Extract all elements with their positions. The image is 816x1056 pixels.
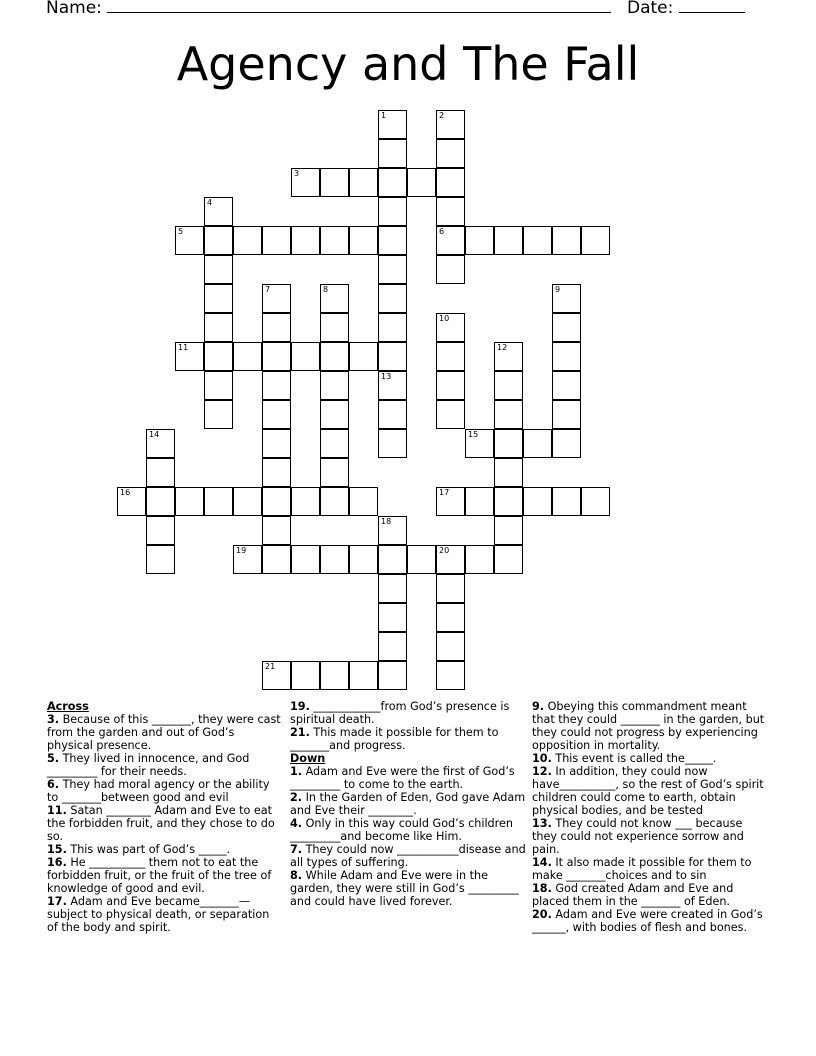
grid-cell[interactable]: [436, 110, 465, 139]
clue-item: [290, 700, 526, 726]
clue-item: [47, 804, 283, 843]
grid-cell[interactable]: [175, 487, 204, 516]
grid-cell[interactable]: [291, 168, 320, 197]
grid-cell[interactable]: [552, 429, 581, 458]
grid-cell[interactable]: [494, 516, 523, 545]
clue-item-number: 7.: [290, 843, 303, 856]
clue-item-text: While Adam and Eve were in the garden, they were still in God’s _________ and could have lived forever.: [290, 869, 519, 908]
clue-item-number: 12.: [532, 765, 552, 778]
grid-cell[interactable]: [552, 284, 581, 313]
grid-cell[interactable]: [204, 342, 233, 371]
clue-item-number: 10.: [532, 752, 552, 765]
grid-cell[interactable]: [436, 400, 465, 429]
grid-cell[interactable]: [117, 487, 146, 516]
grid-cell[interactable]: [204, 400, 233, 429]
clue-item: [47, 895, 283, 934]
grid-cell[interactable]: [436, 226, 465, 255]
grid-cell[interactable]: [146, 487, 175, 516]
grid-cell[interactable]: [436, 139, 465, 168]
grid-cell[interactable]: [320, 371, 349, 400]
grid-cell[interactable]: [552, 371, 581, 400]
clue-number: 15: [468, 430, 479, 439]
grid-cell[interactable]: [494, 342, 523, 371]
grid-cell[interactable]: [552, 226, 581, 255]
clue-item: [47, 752, 283, 778]
grid-cell[interactable]: [262, 458, 291, 487]
grid-cell[interactable]: [436, 603, 465, 632]
grid-cell[interactable]: [262, 313, 291, 342]
clue-item: [47, 713, 283, 752]
grid-cell[interactable]: [349, 226, 378, 255]
clue-item-text: They could now ___________disease and all types of suffering.: [290, 843, 526, 869]
grid-cell[interactable]: [262, 371, 291, 400]
grid-cell[interactable]: [494, 400, 523, 429]
grid-cell[interactable]: [465, 545, 494, 574]
clue-item-text: ____________from God’s presence is spiritual death.: [290, 700, 510, 726]
grid-cell[interactable]: [378, 226, 407, 255]
clue-item: [290, 843, 526, 869]
grid-cell[interactable]: [436, 197, 465, 226]
grid-cell[interactable]: [233, 487, 262, 516]
clue-number: 12: [497, 343, 508, 352]
grid-cell[interactable]: [204, 284, 233, 313]
grid-cell[interactable]: [552, 342, 581, 371]
clue-item-text: In addition, they could now have__________, so the rest of God’s spirit children could come to earth, obtain physical bodies, and be tested: [532, 765, 764, 817]
clue-number: 1: [381, 111, 387, 120]
grid-cell[interactable]: [262, 400, 291, 429]
grid-cell[interactable]: [262, 516, 291, 545]
grid-cell[interactable]: [436, 342, 465, 371]
grid-cell[interactable]: [494, 487, 523, 516]
grid-cell[interactable]: [233, 342, 262, 371]
grid-cell[interactable]: [262, 661, 291, 690]
across-heading: Across: [47, 700, 89, 713]
clue-item-text: Adam and Eve were created in God’s ______, with bodies of flesh and bones.: [532, 908, 763, 934]
clues-column-2: [290, 700, 526, 908]
grid-cell[interactable]: [204, 197, 233, 226]
clue-item-number: 20.: [532, 908, 552, 921]
clue-number: 5: [178, 227, 184, 236]
clue-number: 11: [178, 343, 189, 352]
clue-item-text: Adam and Eve became_______—subject to physical death, or separation of the body and spirit.: [47, 895, 270, 934]
grid-cell[interactable]: [291, 342, 320, 371]
grid-cell[interactable]: [320, 545, 349, 574]
grid-cell[interactable]: [436, 371, 465, 400]
clue-item-text: This event is called the_____.: [551, 752, 717, 765]
grid-cell[interactable]: [494, 371, 523, 400]
clue-item: [290, 869, 526, 908]
grid-cell[interactable]: [349, 342, 378, 371]
grid-cell[interactable]: [436, 632, 465, 661]
grid-cell[interactable]: [262, 429, 291, 458]
clue-item-number: 6.: [47, 778, 60, 791]
grid-cell[interactable]: [175, 226, 204, 255]
grid-cell[interactable]: [349, 661, 378, 690]
grid-cell[interactable]: [320, 168, 349, 197]
grid-cell[interactable]: [320, 400, 349, 429]
clue-number: 18: [381, 517, 392, 526]
grid-cell[interactable]: [436, 661, 465, 690]
clue-number: 9: [555, 285, 561, 294]
clue-item-text: Because of this _______, they were cast from the garden and out of God’s physical presence.: [47, 713, 281, 752]
grid-cell[interactable]: [436, 545, 465, 574]
grid-cell[interactable]: [262, 284, 291, 313]
clue-item-text: Only in this way could God’s children _________and become like Him.: [290, 817, 513, 843]
clue-item-text: They lived in innocence, and God _________ for their needs.: [47, 752, 250, 778]
clue-item: [532, 856, 768, 882]
grid-cell[interactable]: [262, 545, 291, 574]
grid-cell[interactable]: [291, 545, 320, 574]
clue-item-text: He __________ them not to eat the forbidden fruit, or the fruit of the tree of knowledge of good and evil.: [47, 856, 272, 895]
clue-item-number: 17.: [47, 895, 67, 908]
clue-item-text: In the Garden of Eden, God gave Adam and Eve their ________.: [290, 791, 526, 817]
clue-number: 21: [265, 662, 276, 671]
grid-cell[interactable]: [262, 487, 291, 516]
clue-item-number: 11.: [47, 804, 67, 817]
grid-cell[interactable]: [581, 226, 610, 255]
grid-cell[interactable]: [320, 342, 349, 371]
clue-item-text: They had moral agency or the ability to _______between good and evil: [47, 778, 270, 804]
grid-cell[interactable]: [523, 226, 552, 255]
grid-cell[interactable]: [436, 313, 465, 342]
date-label: Date:: [627, 0, 674, 18]
clue-item-number: 2.: [290, 791, 303, 804]
grid-cell[interactable]: [204, 313, 233, 342]
clue-item: [532, 882, 768, 908]
clue-item-text: They could not know ___ because they could not experience sorrow and pain.: [532, 817, 744, 856]
clue-item-text: Satan ________ Adam and Eve to eat the forbidden fruit, and they chose to do so.: [47, 804, 275, 843]
clue-item-number: 13.: [532, 817, 552, 830]
grid-cell[interactable]: [494, 458, 523, 487]
grid-cell[interactable]: [146, 516, 175, 545]
clue-item-number: 18.: [532, 882, 552, 895]
grid-cell[interactable]: [552, 400, 581, 429]
grid-cell[interactable]: [233, 226, 262, 255]
grid-cell[interactable]: [378, 110, 407, 139]
clue-item: [532, 700, 768, 752]
grid-cell[interactable]: [465, 429, 494, 458]
grid-cell[interactable]: [349, 545, 378, 574]
clue-item: [532, 817, 768, 856]
grid-cell[interactable]: [204, 255, 233, 284]
clue-item-text: Adam and Eve were the first of God’s _________ to come to the earth.: [290, 765, 515, 791]
clue-item: [532, 752, 768, 765]
grid-cell[interactable]: [320, 313, 349, 342]
clue-number: 6: [439, 227, 445, 236]
clue-item: [47, 843, 283, 856]
clue-item-number: 14.: [532, 856, 552, 869]
grid-cell[interactable]: [320, 284, 349, 313]
grid-cell[interactable]: [320, 429, 349, 458]
grid-cell[interactable]: [320, 661, 349, 690]
grid-cell[interactable]: [378, 342, 407, 371]
clue-number: 13: [381, 372, 392, 381]
grid-cell[interactable]: [233, 545, 262, 574]
clue-number: 14: [149, 430, 160, 439]
grid-cell[interactable]: [436, 255, 465, 284]
clue-item: [47, 856, 283, 895]
grid-cell[interactable]: [378, 574, 407, 603]
clue-item-number: 5.: [47, 752, 60, 765]
grid-cell[interactable]: [146, 545, 175, 574]
grid-cell[interactable]: [320, 226, 349, 255]
grid-cell[interactable]: [378, 545, 407, 574]
clue-number: 19: [236, 546, 247, 555]
grid-cell[interactable]: [146, 429, 175, 458]
grid-cell[interactable]: [204, 487, 233, 516]
name-label: Name:: [46, 0, 102, 18]
grid-cell[interactable]: [552, 313, 581, 342]
grid-cell[interactable]: [378, 168, 407, 197]
clue-item: [532, 908, 768, 934]
grid-cell[interactable]: [349, 168, 378, 197]
grid-cell[interactable]: [436, 168, 465, 197]
clue-number: 17: [439, 488, 450, 497]
grid-cell[interactable]: [378, 632, 407, 661]
clue-number: 2: [439, 111, 445, 120]
grid-cell[interactable]: [378, 516, 407, 545]
clue-number: 20: [439, 546, 450, 555]
grid-cell[interactable]: [262, 342, 291, 371]
clue-item-number: 19.: [290, 700, 310, 713]
clue-item-number: 4.: [290, 817, 303, 830]
clue-item-number: 21.: [290, 726, 310, 739]
clue-number: 8: [323, 285, 329, 294]
grid-cell[interactable]: [378, 255, 407, 284]
grid-cell[interactable]: [523, 487, 552, 516]
grid-cell[interactable]: [262, 226, 291, 255]
grid-cell[interactable]: [436, 574, 465, 603]
grid-cell[interactable]: [349, 487, 378, 516]
grid-cell[interactable]: [378, 284, 407, 313]
grid-cell[interactable]: [291, 661, 320, 690]
grid-cell[interactable]: [378, 400, 407, 429]
clue-item: [47, 778, 283, 804]
clue-number: 4: [207, 198, 213, 207]
clue-item: [532, 765, 768, 817]
grid-cell[interactable]: [436, 487, 465, 516]
grid-cell[interactable]: [146, 458, 175, 487]
grid-cell[interactable]: [465, 226, 494, 255]
clue-item-number: 3.: [47, 713, 60, 726]
grid-cell[interactable]: [175, 342, 204, 371]
clues-column-1: [47, 700, 283, 934]
clue-item-text: God created Adam and Eve and placed them in the _______ of Eden.: [532, 882, 734, 908]
grid-cell[interactable]: [378, 429, 407, 458]
grid-cell[interactable]: [320, 458, 349, 487]
clue-item-number: 1.: [290, 765, 303, 778]
clues-column-3: [532, 700, 768, 934]
grid-cell[interactable]: [378, 603, 407, 632]
clue-item-text: It also made it possible for them to make _______choices and to sin: [532, 856, 752, 882]
grid-cell[interactable]: [552, 487, 581, 516]
grid-cell[interactable]: [407, 168, 436, 197]
grid-cell[interactable]: [291, 226, 320, 255]
clue-item-number: 9.: [532, 700, 545, 713]
grid-cell[interactable]: [291, 487, 320, 516]
grid-cell[interactable]: [494, 545, 523, 574]
page-title: Agency and The Fall: [176, 37, 640, 91]
clue-item: [290, 765, 526, 791]
clue-item-text: Obeying this commandment meant that they could _______ in the garden, but they could not progress by experiencing opposition in mortality.: [532, 700, 765, 752]
grid-cell[interactable]: [494, 429, 523, 458]
clue-item-number: 15.: [47, 843, 67, 856]
clue-item: [290, 791, 526, 817]
grid-cell[interactable]: [378, 661, 407, 690]
clue-item-text: This was part of God’s _____.: [66, 843, 231, 856]
grid-cell[interactable]: [378, 139, 407, 168]
grid-cell[interactable]: [204, 226, 233, 255]
grid-cell[interactable]: [204, 371, 233, 400]
grid-cell[interactable]: [378, 371, 407, 400]
clue-item-number: 16.: [47, 856, 67, 869]
grid-cell[interactable]: [581, 487, 610, 516]
clue-number: 3: [294, 169, 300, 178]
grid-cell[interactable]: [378, 197, 407, 226]
clue-number: 7: [265, 285, 271, 294]
grid-cell[interactable]: [407, 545, 436, 574]
clue-item-text: This made it possible for them to _______and progress.: [290, 726, 499, 752]
clue-item: [290, 817, 526, 843]
grid-cell[interactable]: [494, 226, 523, 255]
clue-number: 10: [439, 314, 450, 323]
clue-item: [290, 726, 526, 752]
down-heading: Down: [290, 752, 326, 765]
clue-number: 16: [120, 488, 131, 497]
grid-cell[interactable]: [378, 313, 407, 342]
grid-cell[interactable]: [523, 429, 552, 458]
grid-cell[interactable]: [465, 487, 494, 516]
grid-cell[interactable]: [320, 487, 349, 516]
clue-item-number: 8.: [290, 869, 303, 882]
